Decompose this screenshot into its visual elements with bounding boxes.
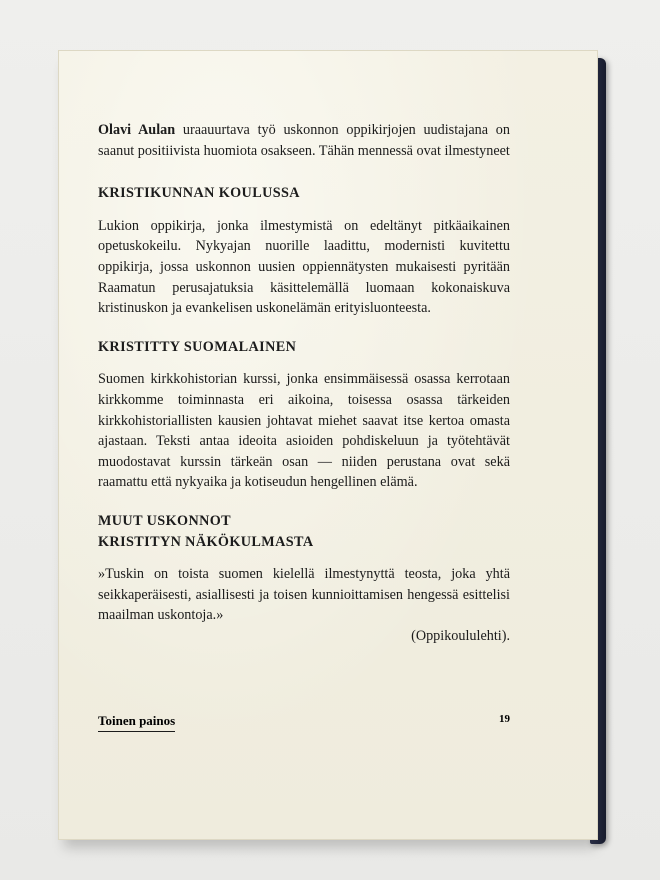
section-heading-kristitty-suomalainen: KRISTITTY SUOMALAINEN <box>98 338 297 355</box>
cover-text <box>98 70 510 646</box>
section-heading-kristikunnan-koulussa: KRISTIKUNNAN KOULUSSA <box>98 185 300 202</box>
intro-paragraph <box>98 120 510 161</box>
section-heading-muut-uskonnot <box>98 511 510 552</box>
cover-footer <box>98 713 510 732</box>
author-name: Olavi Aulan <box>98 122 176 138</box>
edition-label: Toinen painos <box>98 713 175 732</box>
section-body-kristitty-suomalainen: Suomen kirkkohistorian kurssi, jonka ensimmäisessä osassa kerrotaan kirkkomme toiminnasta eri aikoina, toisessa osassa tärkeiden kirkkohistoriallisten kausien johtavat miehet saavat itse kertoa omasta ajastaan. Teksti antaa ideoita asioiden pohdiskeluun ja työtehtävät muodostavat kurssin tärkeän osan — niiden perustana ovat sekä raamattu että nykyaika ja kotiseudun hengellinen elämä. <box>98 371 510 491</box>
intro-text: uraauurtava työ uskonnon oppikirjojen uudistajana on saanut positiivista huomiota osakseen. Tähän mennessä ovat ilmestyneet <box>98 122 510 159</box>
section-body-kristikunnan-koulussa: Lukion oppikirja, jonka ilmestymistä on edeltänyt pitkäaikainen opetuskokeilu. Nykyajan nuorille laadittu, modernisti kuvitettu oppikirja, jossa uskonnon uusien oppiennätysten mukaisesti pyritään Raamatun perusajatuksia käsittelemällä luomaan kokonaiskuva kristinuskon ja evankelisen uskonelämän erityisluonteesta. <box>98 217 510 317</box>
heading-line-1: MUUT USKONNOT <box>98 512 232 529</box>
heading-line-2: KRISTITYN NÄKÖKULMASTA <box>98 533 314 550</box>
price-code: 19 <box>499 713 510 725</box>
review-quote: »Tuskin on toista suomen kielellä ilmestynyttä teosta, joka yhtä seikkaperäisesti, asiallisesti ja toisen kunnioittamisen hengessä esittelisi maailman uskontoja.» <box>98 566 510 624</box>
quote-source: (Oppikoululehti). <box>411 627 510 644</box>
